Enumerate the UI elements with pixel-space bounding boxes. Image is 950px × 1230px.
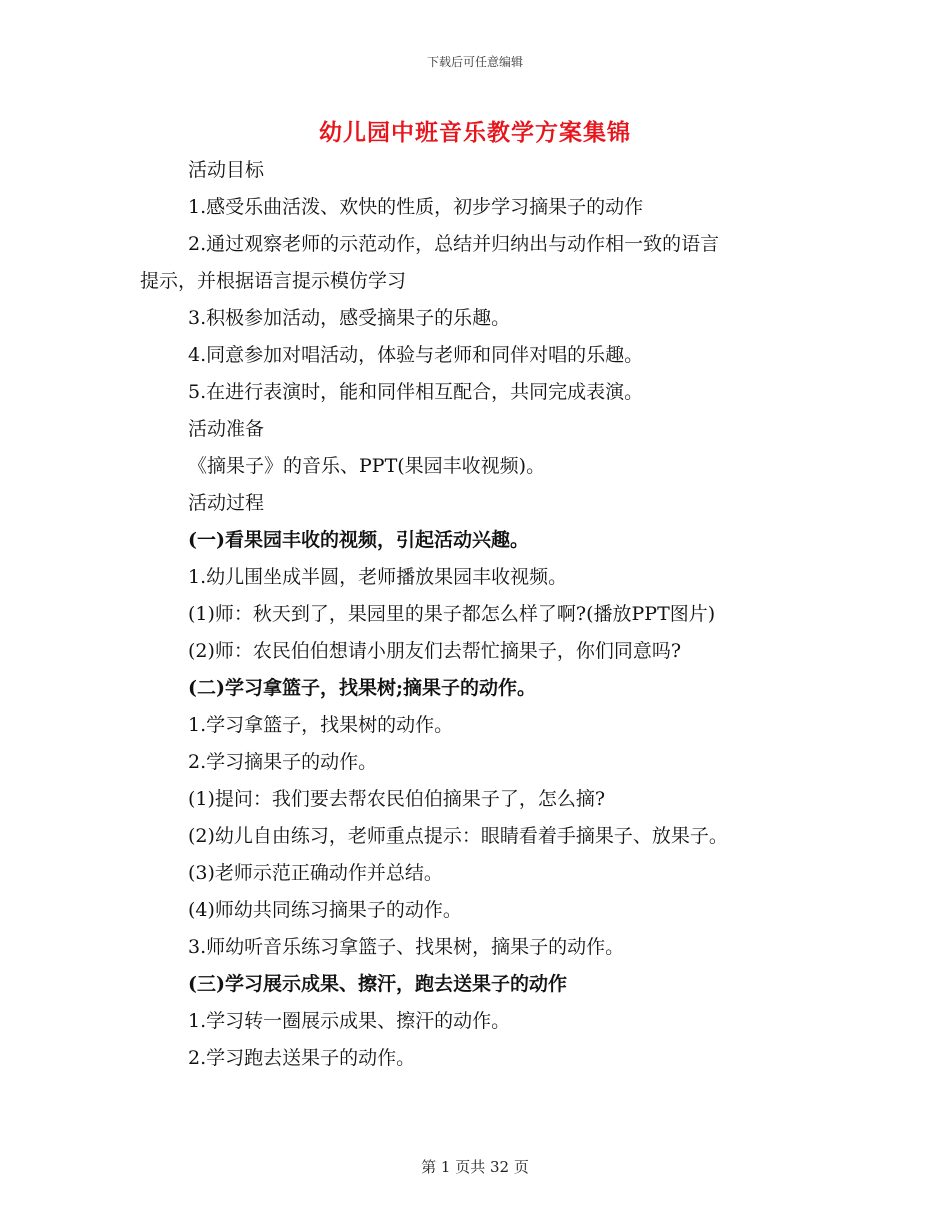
body-line: 2.学习摘果子的动作。 (188, 751, 378, 773)
body-line: (2)幼儿自由练习，老师重点提示：眼睛看着手摘果子、放果子。 (188, 825, 728, 847)
body-line: 2.通过观察老师的示范动作，总结并归纳出与动作相一致的语言 (188, 233, 720, 255)
page-footer: 第 1 页共 32 页 (421, 1158, 529, 1176)
body-line: 活动过程 (188, 492, 265, 514)
body-line: (1)提问：我们要去帮农民伯伯摘果子了，怎么摘? (188, 788, 606, 810)
body-line: 1.感受乐曲活泼、欢快的性质，初步学习摘果子的动作 (188, 196, 644, 218)
body-line: 2.学习跑去送果子的动作。 (188, 1047, 416, 1069)
body-line: 《摘果子》的音乐、PPT(果园丰收视频)。 (188, 455, 546, 477)
body-line: (2)师：农民伯伯想请小朋友们去帮忙摘果子，你们同意吗? (188, 640, 682, 662)
body-line: (三)学习展示成果、擦汗，跑去送果子的动作 (188, 973, 567, 995)
body-line: 活动准备 (188, 418, 265, 440)
body-line: 1.学习拿篮子，找果树的动作。 (188, 714, 454, 736)
body-line: 4.同意参加对唱活动，体验与老师和同伴对唱的乐趣。 (188, 344, 644, 366)
body-line: 活动目标 (188, 159, 265, 181)
body-line: (二)学习拿篮子，找果树;摘果子的动作。 (188, 677, 536, 699)
body-line: 1.学习转一圈展示成果、擦汗的动作。 (188, 1010, 511, 1032)
body-line: 5.在进行表演时，能和同伴相互配合，共同完成表演。 (188, 381, 644, 403)
header-note: 下载后可任意编辑 (426, 55, 523, 69)
body-line: 1.幼儿围坐成半圆，老师播放果园丰收视频。 (188, 566, 568, 588)
body-line: (1)师：秋天到了，果园里的果子都怎么样了啊?(播放PPT图片) (188, 603, 716, 625)
body-line: 3.师幼听音乐练习拿篮子、找果树，摘果子的动作。 (188, 936, 625, 958)
body-line: 3.积极参加活动，感受摘果子的乐趣。 (188, 307, 511, 329)
document-body (140, 152, 810, 1077)
body-line: (一)看果园丰收的视频，引起活动兴趣。 (188, 529, 529, 551)
body-line: (4)师幼共同练习摘果子的动作。 (188, 899, 462, 921)
document-title: 幼儿园中班音乐教学方案集锦 (319, 119, 631, 146)
body-line: 提示，并根据语言提示模仿学习 (140, 270, 407, 292)
body-line: (3)老师示范正确动作并总结。 (188, 862, 443, 884)
